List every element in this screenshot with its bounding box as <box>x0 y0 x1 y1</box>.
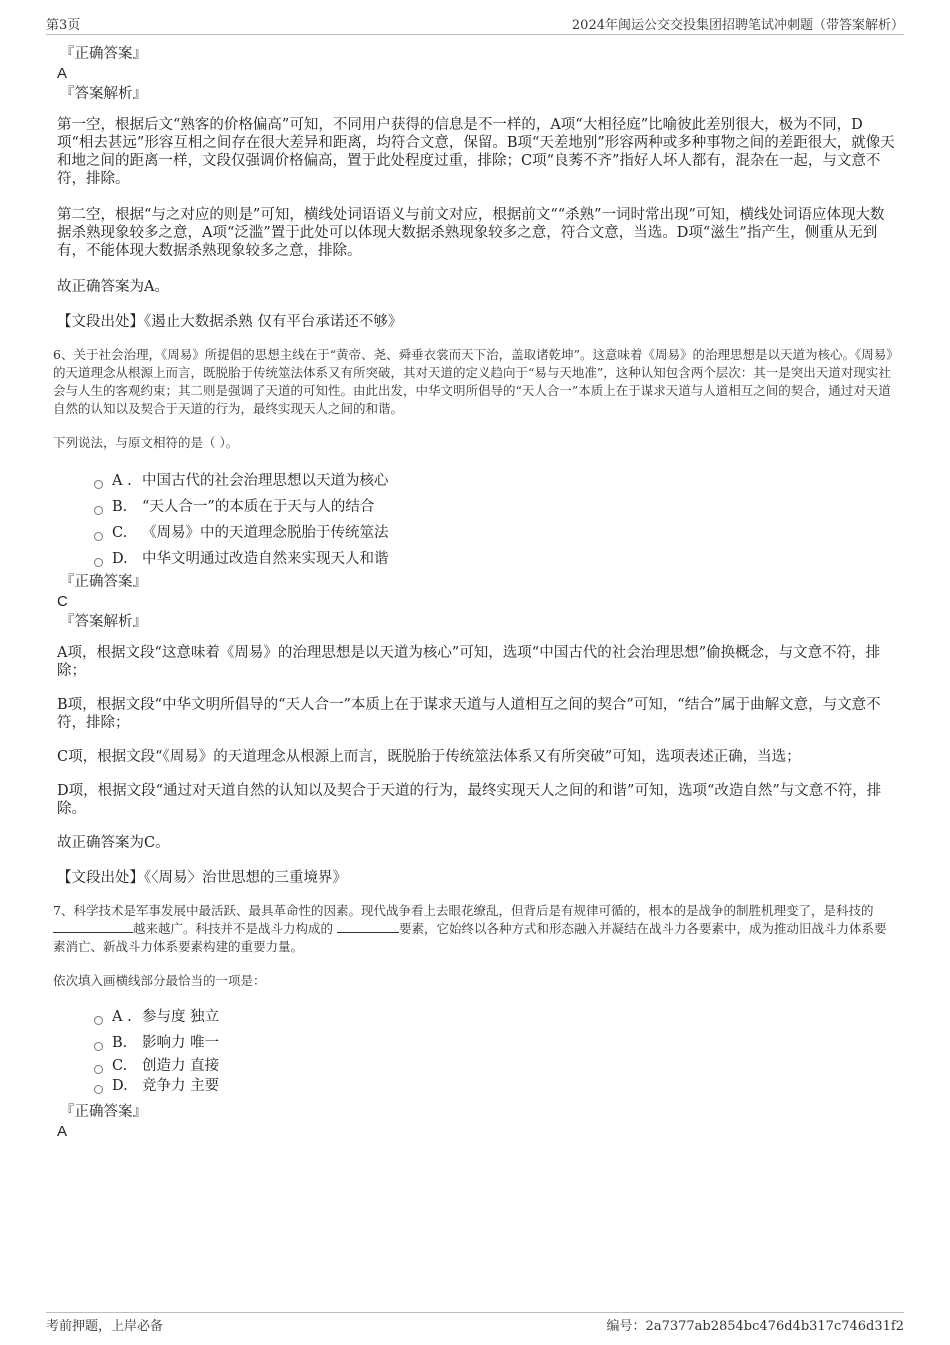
question-prompt: 依次填入画横线部分最恰当的一项是： <box>53 973 266 988</box>
page-number: 第3页 <box>46 18 81 33</box>
question-prompt: 下列说法，与原文相符的是（ ）。 <box>53 435 239 450</box>
document-title: 2024年闽运公交交投集团招聘笔试冲刺题（带答案解析） <box>571 18 904 33</box>
options-list <box>94 1004 895 1096</box>
correct-answer: C <box>57 593 68 610</box>
radio-icon[interactable] <box>94 532 103 541</box>
analysis-conclusion: 故正确答案为C。 <box>57 835 170 851</box>
option-a[interactable]: A . 中国古代的社会治理思想以天道为核心 <box>94 468 895 494</box>
analysis-label: 『答案解析』 <box>60 614 147 630</box>
analysis-paragraph: B项，根据文段“中华文明所倡导的“天人合一”本质上在于谋求天道与人道相互之间的契合”可知，“结合”属于曲解文意，与文意不符，排除； <box>57 697 881 731</box>
question-stem: 6、关于社会治理，《周易》所提倡的思想主线在于“黄帝、尧、舜垂衣裳而天下治，盖取诸乾坤”。这意味着《周易》的治理思想是以天道为核心。《周易》的天道理念从根源上而言，既脱胎于传统筮法体系又有所突破，其对天道的定义趋向于“易与天地准”，这种认知包含两个层次：其一是突出天道对现实社会与人生的客观约束；其二则是强调了天道的可知性。由此出发，中华文明所倡导的“天人合一”本质上在于谋求天道与人道相互之间的契合，通过对天道自然的认知以及契合于天道的行为，最终实现天人之间的和谐。 <box>53 347 893 416</box>
correct-answer: A <box>57 1123 68 1140</box>
option-a[interactable]: A . 参与度 独立 <box>94 1004 895 1030</box>
analysis-label: 『答案解析』 <box>60 86 147 102</box>
option-b[interactable]: B. “天人合一”的本质在于天与人的结合 <box>94 494 895 520</box>
question-stem: 7、科学技术是军事发展中最活跃、最具革命性的因素。现代战争看上去眼花缭乱，但背后是有规律可循的，根本的是战争的制胜机理变了，是科技的 越来越广。科技并不是战斗力构成的 要素，它始终以各种方式和形态融入并凝结在战斗力各要素中，成为推动旧战斗力体系要素消亡、新战斗力体系要素构建的重要力量。 <box>53 903 887 954</box>
option-b[interactable]: B. 影响力 唯一 <box>94 1030 895 1056</box>
correct-answer: A <box>57 65 68 82</box>
content <box>53 44 895 1142</box>
answer-label: 『正确答案』 <box>60 46 147 62</box>
answer-label: 『正确答案』 <box>60 1104 147 1120</box>
options-list <box>94 468 895 572</box>
analysis-paragraph: A项，根据文段“这意味着《周易》的治理思想是以天道为核心”可知，选项“中国古代的社会治理思想”偷换概念，与文意不符，排除； <box>57 645 881 679</box>
radio-icon[interactable] <box>94 480 103 489</box>
fill-blank-1 <box>53 932 133 933</box>
radio-icon[interactable] <box>94 1016 103 1025</box>
option-c[interactable]: C. 创造力 直接 <box>94 1056 895 1076</box>
fill-blank-2 <box>337 932 399 933</box>
page-footer <box>46 1312 904 1335</box>
document-id: 编号：2a7377ab2854bc476d4b317c746d31f2 <box>606 1319 904 1334</box>
answer-label: 『正确答案』 <box>60 574 147 590</box>
footer-slogan: 考前押题，上岸必备 <box>46 1319 164 1334</box>
analysis-paragraph: 第一空，根据后文“熟客的价格偏高”可知，不同用户获得的信息是不一样的，A项“大相径庭”比喻彼此差别很大，极为不同，D项“相去甚远”形容互相之间存在很大差异和距离，均符合文意，保留。B项“天差地别”形容两种或多种事物之间的差距很大，就像天和地之间的距离一样，文段仅强调价格偏高，置于此处程度过重，排除；C项“良莠不齐”指好人坏人都有，混杂在一起，与文意不符，排除。 <box>57 117 895 187</box>
option-c[interactable]: C. 《周易》中的天道理念脱胎于传统筮法 <box>94 520 895 546</box>
option-d[interactable]: D. 竞争力 主要 <box>94 1076 895 1096</box>
radio-icon[interactable] <box>94 1065 103 1074</box>
analysis-paragraph: 第二空，根据“与之对应的则是”可知，横线处词语语义与前文对应，根据前文““杀熟”一词时常出现”可知，横线处词语应体现大数据杀熟现象较多之意，A项“泛滥”置于此处可以体现大数据杀熟现象较多之意，符合文意，当选。D项“滋生”指产生，侧重从无到有，不能体现大数据杀熟现象较多之意，排除。 <box>57 207 885 259</box>
source-citation: 【文段出处】《遏止大数据杀熟 仅有平台承诺还不够》 <box>57 314 403 330</box>
analysis-paragraph: D项，根据文段“通过对天道自然的认知以及契合于天道的行为，最终实现天人之间的和谐”可知，选项“改造自然”与文意不符，排除。 <box>57 783 882 817</box>
radio-icon[interactable] <box>94 506 103 515</box>
radio-icon[interactable] <box>94 558 103 567</box>
source-citation: 【文段出处】《〈周易〉治世思想的三重境界》 <box>57 870 347 886</box>
radio-icon[interactable] <box>94 1085 103 1094</box>
page-header <box>46 14 904 35</box>
radio-icon[interactable] <box>94 1042 103 1051</box>
analysis-conclusion: 故正确答案为A。 <box>57 279 169 295</box>
analysis-paragraph: C项，根据文段“《周易》的天道理念从根源上而言，既脱胎于传统筮法体系又有所突破”可知，选项表述正确，当选； <box>57 749 801 765</box>
option-d[interactable]: D. 中华文明通过改造自然来实现天人和谐 <box>94 546 895 572</box>
